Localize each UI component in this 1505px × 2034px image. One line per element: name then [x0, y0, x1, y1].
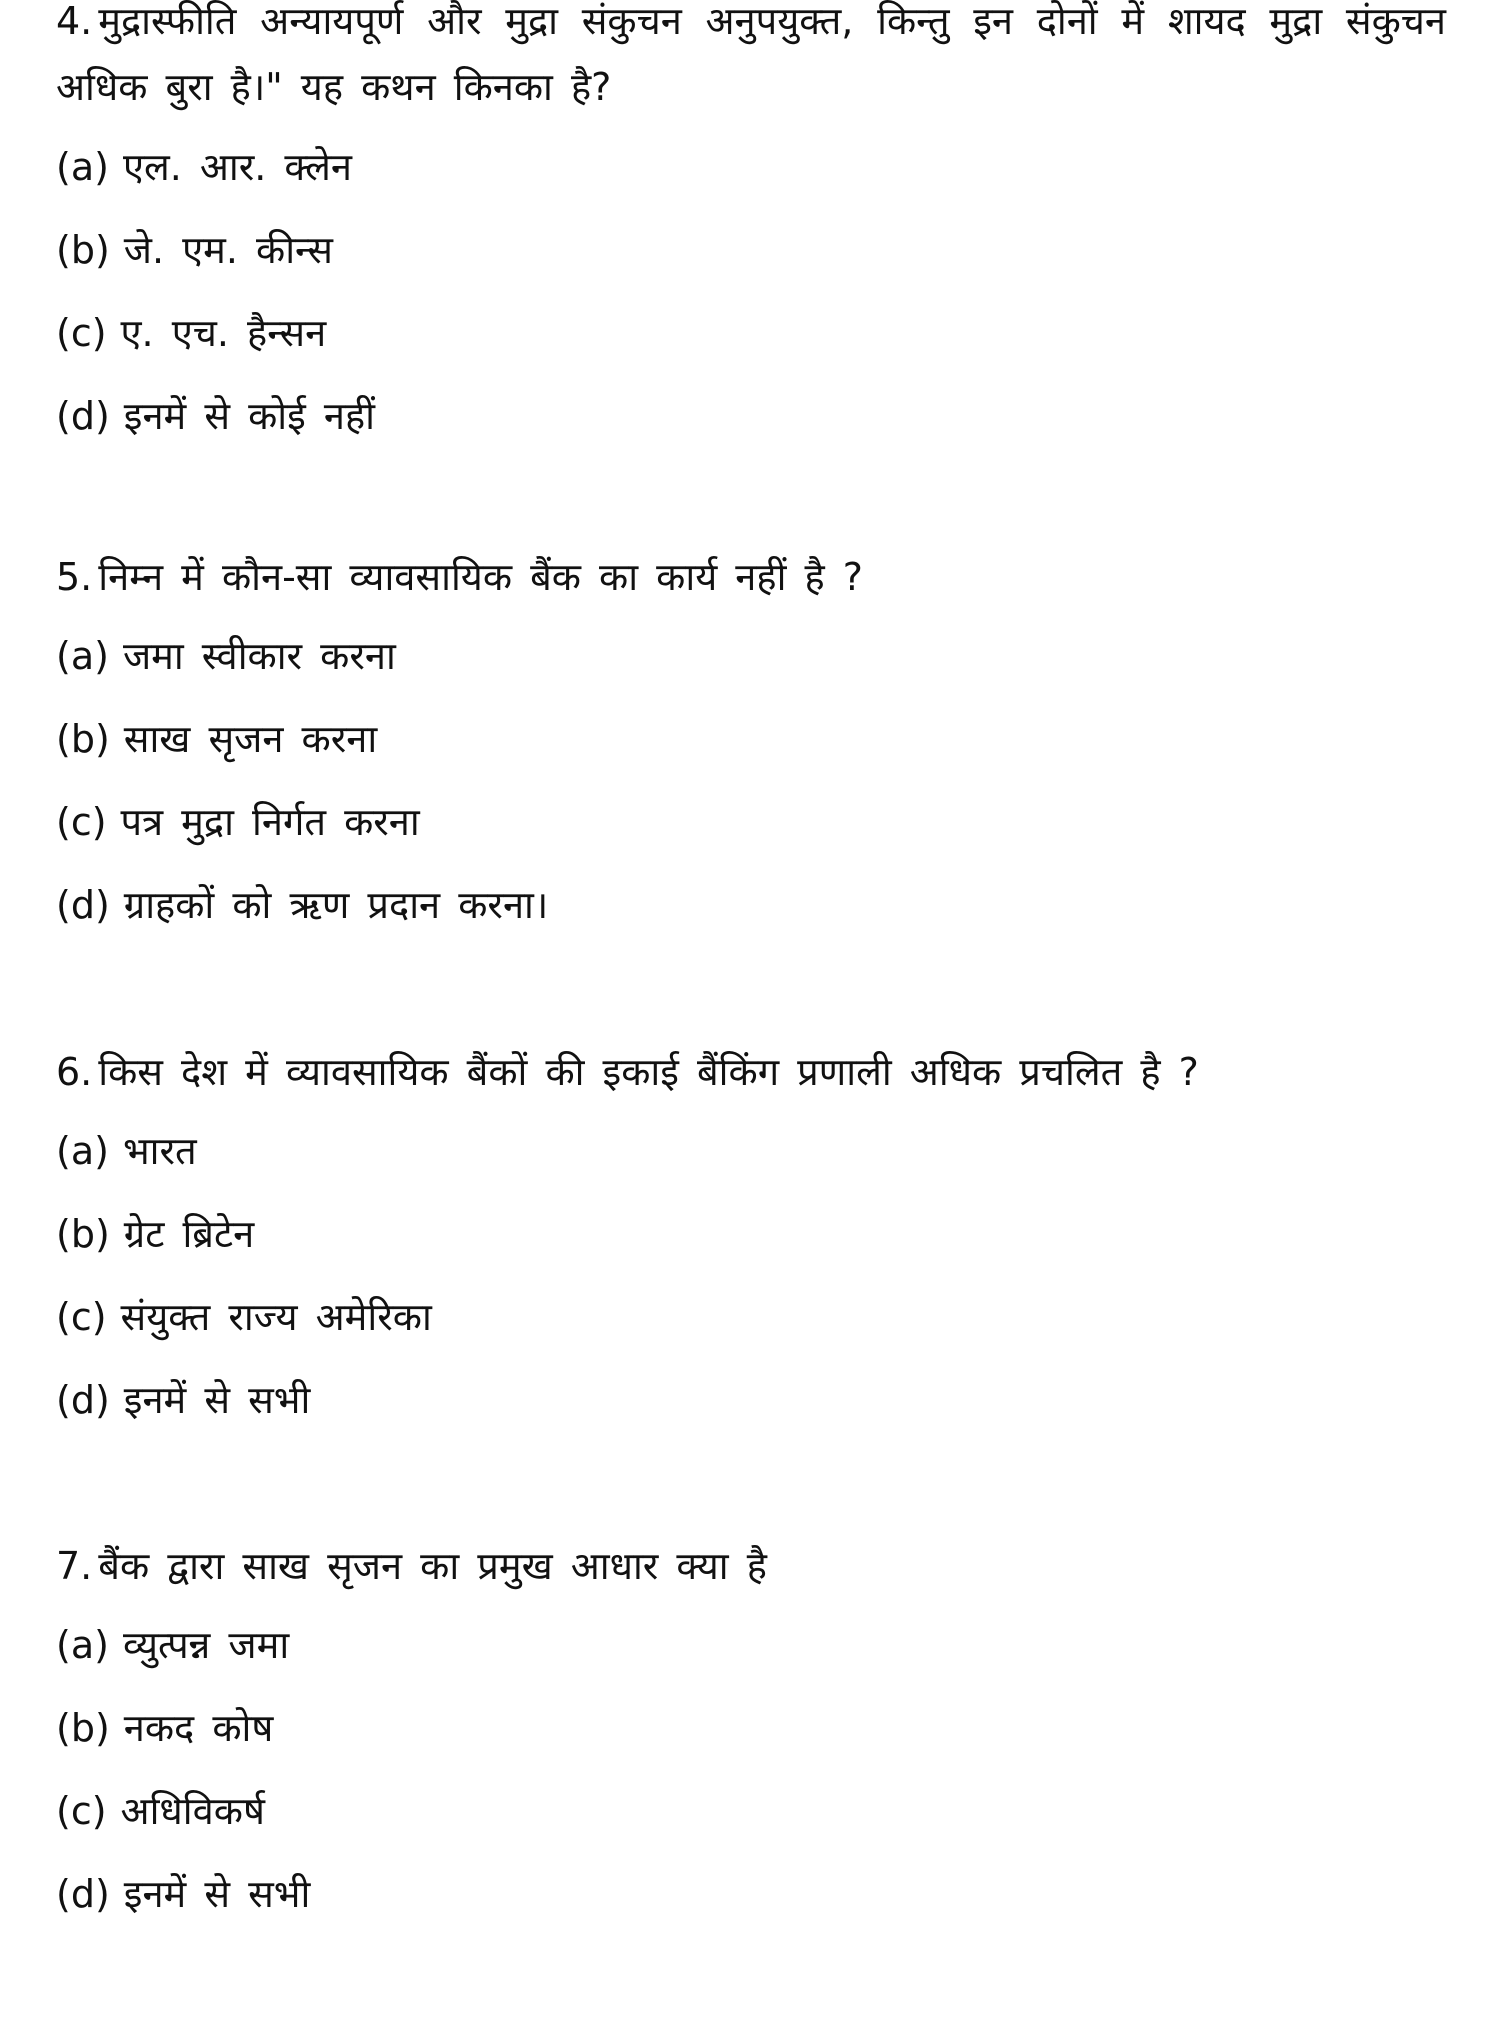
- option-letter: (c): [56, 311, 107, 355]
- option-c: [56, 797, 1446, 847]
- question-stem: [56, 545, 1446, 609]
- question-text: मुद्रास्फीति अन्यायपूर्ण और मुद्रा संकुचन अनुपयुक्त, किन्तु इन दोनों में शायद मुद्रा संकुचन अधिक बुरा है।" यह कथन किनका है?: [56, 0, 1446, 109]
- option-letter: (d): [56, 1872, 110, 1916]
- option-a: [56, 631, 1446, 681]
- question-stem: [56, 1040, 1446, 1104]
- option-a: [56, 142, 1446, 192]
- question-number: 5.: [56, 555, 93, 599]
- option-letter: (c): [56, 1789, 107, 1833]
- option-text: जमा स्वीकार करना: [122, 634, 396, 678]
- question-stem: [56, 1534, 1446, 1598]
- question-7: [56, 1534, 1446, 1919]
- option-a: [56, 1620, 1446, 1670]
- option-d: [56, 1869, 1446, 1919]
- question-number: 4.: [56, 0, 93, 43]
- option-c: [56, 1786, 1446, 1836]
- option-d: [56, 1375, 1446, 1425]
- option-text: एल. आर. क्लेन: [122, 145, 352, 189]
- document-page: [56, 0, 1446, 2034]
- question-4: [56, 0, 1446, 441]
- option-text: ग्रेट ब्रिटेन: [123, 1212, 255, 1256]
- question-text: बैंक द्वारा साख सृजन का प्रमुख आधार क्या है: [98, 1544, 767, 1588]
- option-c: [56, 1292, 1446, 1342]
- option-b: [56, 714, 1446, 764]
- question-6: [56, 1040, 1446, 1425]
- option-text: इनमें से सभी: [123, 1872, 311, 1916]
- option-text: ग्राहकों को ऋण प्रदान करना।: [123, 883, 549, 927]
- option-a: [56, 1126, 1446, 1176]
- option-text: नकद कोष: [123, 1706, 274, 1750]
- option-letter: (b): [56, 228, 110, 272]
- option-letter: (a): [56, 634, 109, 678]
- option-b: [56, 225, 1446, 275]
- question-number: 7.: [56, 1544, 93, 1588]
- option-letter: (b): [56, 717, 110, 761]
- option-letter: (d): [56, 883, 110, 927]
- option-text: व्युत्पन्न जमा: [122, 1623, 290, 1667]
- option-letter: (a): [56, 145, 109, 189]
- option-letter: (b): [56, 1212, 110, 1256]
- option-letter: (d): [56, 394, 110, 438]
- option-letter: (a): [56, 1129, 109, 1173]
- question-number: 6.: [56, 1050, 93, 1094]
- option-letter: (c): [56, 1295, 107, 1339]
- question-text: किस देश में व्यावसायिक बैंकों की इकाई बैंकिंग प्रणाली अधिक प्रचलित है ?: [98, 1050, 1199, 1094]
- option-text: इनमें से सभी: [123, 1378, 311, 1422]
- option-text: इनमें से कोई नहीं: [123, 394, 375, 438]
- option-letter: (d): [56, 1378, 110, 1422]
- option-d: [56, 391, 1446, 441]
- question-5: [56, 545, 1446, 930]
- option-text: संयुक्त राज्य अमेरिका: [120, 1295, 432, 1339]
- option-text: भारत: [122, 1129, 197, 1173]
- option-text: पत्र मुद्रा निर्गत करना: [120, 800, 420, 844]
- option-text: ए. एच. हैन्सन: [120, 311, 327, 355]
- option-text: साख सृजन करना: [123, 717, 378, 761]
- option-d: [56, 880, 1446, 930]
- question-text: निम्न में कौन-सा व्यावसायिक बैंक का कार्य नहीं है ?: [98, 555, 863, 599]
- option-text: जे. एम. कीन्स: [123, 228, 333, 272]
- option-b: [56, 1703, 1446, 1753]
- option-c: [56, 308, 1446, 358]
- option-letter: (a): [56, 1623, 109, 1667]
- option-text: अधिविकर्ष: [120, 1789, 265, 1833]
- option-letter: (b): [56, 1706, 110, 1750]
- question-stem: [56, 0, 1446, 120]
- option-letter: (c): [56, 800, 107, 844]
- option-b: [56, 1209, 1446, 1259]
